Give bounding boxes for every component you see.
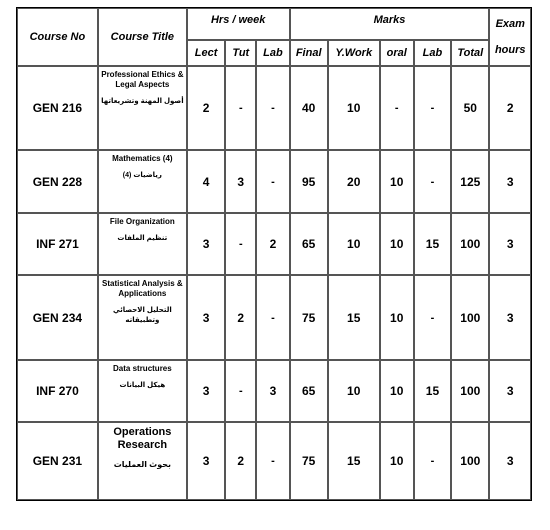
course-code: INF 271: [17, 213, 98, 275]
lect-cell: 2: [187, 66, 225, 150]
total-header: Total: [451, 40, 489, 66]
marks-header: Marks: [290, 8, 490, 40]
ywork-cell: 15: [328, 275, 380, 360]
course-code: GEN 228: [17, 150, 98, 213]
ywork-cell: 20: [328, 150, 380, 213]
ywork-cell: 15: [328, 422, 380, 500]
hrs-lab-cell: -: [256, 150, 289, 213]
course-code: INF 270: [17, 360, 98, 422]
total-cell: 100: [451, 360, 489, 422]
oral-header: oral: [380, 40, 414, 66]
oral-cell: -: [380, 66, 414, 150]
final-cell: 75: [290, 422, 328, 500]
course-title-en: File Organization: [109, 217, 175, 226]
table-row: [17, 360, 531, 422]
total-cell: 125: [451, 150, 489, 213]
total-cell: 50: [451, 66, 489, 150]
hrs-lab-cell: 2: [256, 213, 289, 275]
course-code: GEN 216: [17, 66, 98, 150]
oral-cell: 10: [380, 150, 414, 213]
ywork-cell: 10: [328, 66, 380, 150]
course-title-en: Statistical Analysis & Applications: [102, 279, 183, 298]
table-row: [17, 422, 531, 500]
marks-lab-cell: -: [414, 150, 451, 213]
table-row: [17, 150, 531, 213]
course-code: GEN 231: [17, 422, 98, 500]
lect-header: Lect: [187, 40, 225, 66]
table-row: [17, 66, 531, 150]
course-table-sheet: [16, 7, 532, 501]
course-title-ar: هيكل البيانات: [119, 382, 166, 389]
hrs-lab-header: Lab: [256, 40, 289, 66]
total-cell: 100: [451, 213, 489, 275]
marks-lab-cell: -: [414, 66, 451, 150]
oral-cell: 10: [380, 213, 414, 275]
course-title-cell: [98, 275, 187, 360]
marks-lab-cell: 15: [414, 213, 451, 275]
oral-cell: 10: [380, 360, 414, 422]
lect-cell: 4: [187, 150, 225, 213]
course-title-ar: التحليل الاحصائي وتطبيقاته: [112, 307, 172, 324]
table-row: [17, 275, 531, 360]
course-no-header: Course No: [17, 8, 98, 66]
hrs-lab-cell: -: [256, 422, 289, 500]
tut-cell: 2: [225, 422, 256, 500]
hrs-lab-cell: 3: [256, 360, 289, 422]
final-cell: 75: [290, 275, 328, 360]
exam-hours-cell: 2: [489, 66, 531, 150]
lect-cell: 3: [187, 275, 225, 360]
course-rows: [17, 66, 531, 500]
tut-cell: -: [225, 360, 256, 422]
course-title-cell: [98, 360, 187, 422]
final-cell: 65: [290, 360, 328, 422]
course-title-en: Data structures: [113, 364, 172, 373]
course-title-cell: [98, 213, 187, 275]
marks-lab-cell: -: [414, 275, 451, 360]
final-cell: 40: [290, 66, 328, 150]
ywork-cell: 10: [328, 213, 380, 275]
final-cell: 65: [290, 213, 328, 275]
course-title-en: Professional Ethics & Legal Aspects: [101, 70, 184, 89]
course-title-cell: [98, 66, 187, 150]
exam-hours-cell: 3: [489, 150, 531, 213]
marks-lab-cell: 15: [414, 360, 451, 422]
course-title-ar: رياضيات (4): [122, 172, 162, 179]
tut-cell: -: [225, 213, 256, 275]
course-title-ar: أصول المهنة وتشريعاتها: [101, 98, 184, 105]
header-row-top: [17, 8, 531, 40]
tut-cell: 2: [225, 275, 256, 360]
marks-lab-cell: -: [414, 422, 451, 500]
lect-cell: 3: [187, 422, 225, 500]
tut-cell: -: [225, 66, 256, 150]
course-title-cell: [98, 422, 187, 500]
exam-hours-cell: 3: [489, 275, 531, 360]
course-title-ar: بحوث العمليات: [113, 460, 171, 469]
exam-hours-header: Exam hours: [489, 8, 531, 66]
table-row: [17, 213, 531, 275]
lect-cell: 3: [187, 360, 225, 422]
course-title-header: Course Title: [98, 8, 187, 66]
final-header: Final: [290, 40, 328, 66]
exam-hours-cell: 3: [489, 360, 531, 422]
tut-header: Tut: [225, 40, 256, 66]
total-cell: 100: [451, 275, 489, 360]
course-table: [16, 7, 532, 501]
exam-hours-cell: 3: [489, 213, 531, 275]
exam-hours-cell: 3: [489, 422, 531, 500]
total-cell: 100: [451, 422, 489, 500]
hrs-lab-cell: -: [256, 275, 289, 360]
lect-cell: 3: [187, 213, 225, 275]
hrs-lab-cell: -: [256, 66, 289, 150]
ywork-header: Y.Work: [328, 40, 380, 66]
course-title-ar: تنظيم الملفات: [117, 235, 168, 242]
course-title-en: Mathematics (4): [112, 154, 173, 163]
final-cell: 95: [290, 150, 328, 213]
course-code: GEN 234: [17, 275, 98, 360]
ywork-cell: 10: [328, 360, 380, 422]
marks-lab-header: Lab: [414, 40, 451, 66]
oral-cell: 10: [380, 275, 414, 360]
course-title-cell: [98, 150, 187, 213]
hrs-week-header: Hrs / week: [187, 8, 290, 40]
oral-cell: 10: [380, 422, 414, 500]
course-title-en: Operations Research: [113, 426, 172, 451]
tut-cell: 3: [225, 150, 256, 213]
